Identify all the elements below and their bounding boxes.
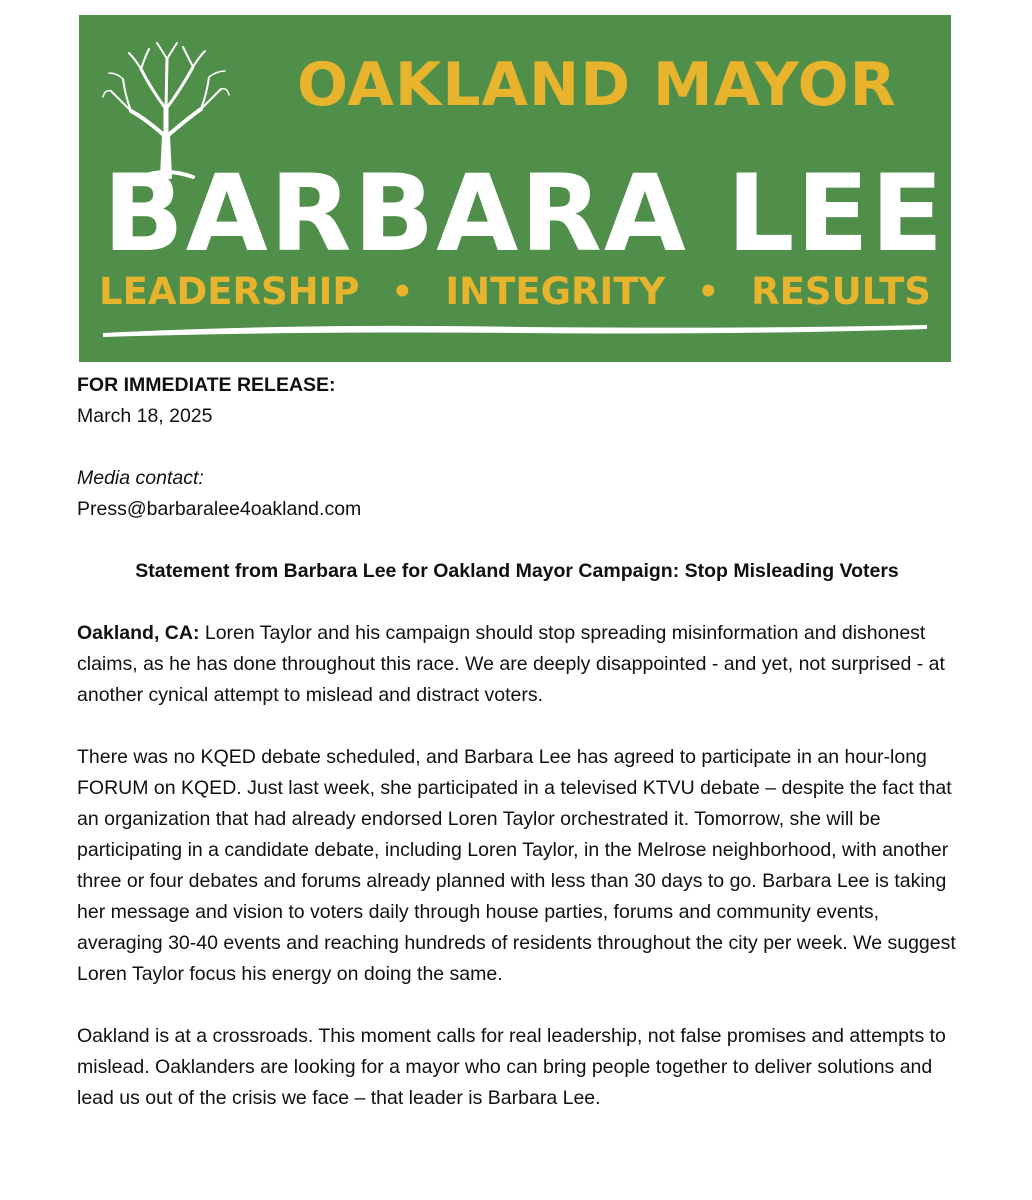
tagline-results: RESULTS [751, 270, 931, 313]
media-contact-label: Media contact: [77, 467, 204, 489]
banner-title-oakland-mayor: OAKLAND MAYOR [297, 50, 897, 120]
tagline-separator: • [697, 271, 720, 312]
tagline-leadership: LEADERSHIP [99, 270, 360, 313]
press-release [77, 370, 957, 1114]
banner-tagline [99, 270, 931, 313]
release-date: March 18, 2025 [77, 405, 213, 427]
tagline-integrity: INTEGRITY [445, 270, 666, 313]
paragraph-1 [77, 618, 957, 711]
banner-candidate-name: BARBARA LEE [103, 152, 946, 275]
release-label: FOR IMMEDIATE RELEASE: [77, 374, 336, 396]
paragraph-1-text: Loren Taylor and his campaign should stop spreading misinformation and dishonest claims, as he has done throughout this race. We are deeply disappointed - and yet, not surprised - at another cynical attempt to mislead and distract voters. [77, 622, 945, 706]
brush-underline [101, 319, 929, 341]
dateline: Oakland, CA: [77, 622, 200, 644]
tagline-separator: • [391, 271, 414, 312]
paragraph-3: Oakland is at a crossroads. This moment calls for real leadership, not false promises and attempts to mislead. Oaklanders are looking for a mayor who can bring people together to deliver solutions and lead us out of the crisis we face – that leader is Barbara Lee. [77, 1025, 946, 1109]
paragraph-2: There was no KQED debate scheduled, and Barbara Lee has agreed to participate in an hour-long FORUM on KQED. Just last week, she participated in a televised KTVU debate – despite the fact that an organization that had already endorsed Loren Taylor orchestrated it. Tomorrow, she will be participating in a candidate debate, including Loren Taylor, in the Melrose neighborhood, with another three or four debates and forums already planned with less than 30 days to go. Barbara Lee is taking her message and vision to voters daily through house parties, forums and community events, averaging 30-40 events and reaching hundreds of residents throughout the city per week. We suggest Loren Taylor focus his energy on doing the same. [77, 746, 956, 985]
media-contact-email[interactable]: Press@barbaralee4oakland.com [77, 498, 362, 520]
campaign-banner [79, 15, 951, 362]
statement-headline: Statement from Barbara Lee for Oakland Mayor Campaign: Stop Misleading Voters [135, 560, 899, 582]
